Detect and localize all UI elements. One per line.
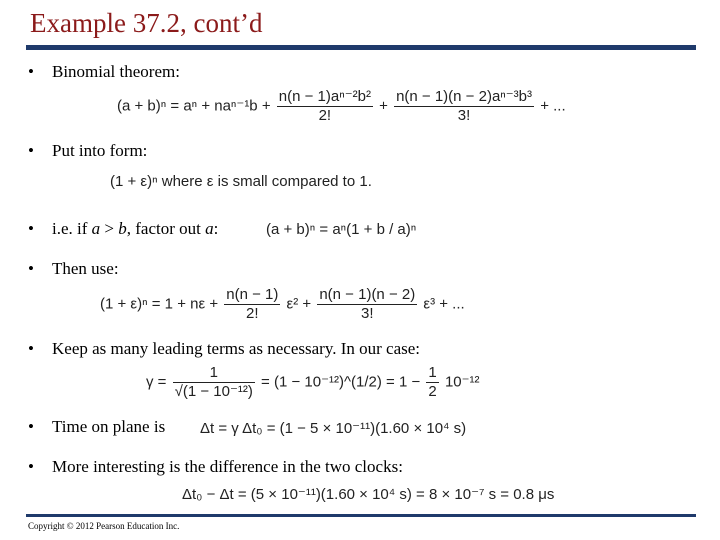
bullet-text: Binomial theorem: [52, 62, 180, 81]
fraction-denominator: 2! [246, 305, 259, 322]
equation-fraction [394, 88, 534, 125]
fraction-numerator: n(n − 1)aⁿ⁻²b² [278, 88, 371, 105]
equation-difference: Δt₀ − Δt = (5 × 10⁻¹¹)(1.60 × 10⁴ s) = 8 × 10⁻⁷ s = 0.8 μs [182, 486, 555, 503]
equation-term: 10⁻¹² [444, 373, 480, 391]
title-divider [26, 45, 696, 50]
bullet-text: Then use: [52, 259, 119, 278]
bullet-icon: • [28, 259, 34, 278]
equation-fraction [277, 88, 373, 125]
bullet-text [52, 219, 218, 239]
fraction-numerator: 1 [428, 364, 437, 381]
slide-title: Example 37.2, cont’d [30, 8, 263, 38]
fraction-denominator: √(1 − 10⁻¹²) [174, 383, 253, 400]
equation-term: (a + b)ⁿ = aⁿ + naⁿ⁻¹b + [117, 97, 271, 115]
equation-term: = (1 − 10⁻¹²)^(1/2) = 1 − [261, 373, 421, 391]
text-run: a [91, 219, 101, 238]
footer-divider [26, 514, 696, 517]
text-run: : [213, 219, 219, 238]
equation-fraction [317, 286, 417, 323]
text-run: , factor out [126, 219, 206, 238]
text-run: b [118, 219, 127, 238]
equation-fraction [426, 364, 438, 401]
fraction-denominator: 3! [361, 305, 374, 322]
text-run: > [100, 219, 119, 238]
equation-gamma [146, 364, 480, 401]
fraction-denominator: 2! [318, 107, 332, 124]
bullet-icon: • [28, 417, 34, 436]
equation-term: γ = [146, 373, 167, 391]
equation-expansion [100, 286, 465, 323]
equation-fraction [173, 364, 255, 401]
fraction-numerator: n(n − 1) [226, 286, 279, 303]
fraction-numerator: n(n − 1)(n − 2) [319, 286, 416, 303]
bullet-icon: • [28, 219, 34, 238]
bullet-icon: • [28, 141, 34, 160]
bullet-icon: • [28, 457, 34, 476]
equation-fraction [224, 286, 280, 323]
fraction-numerator: n(n − 1)(n − 2)aⁿ⁻³b³ [396, 88, 533, 105]
fraction-numerator: 1 [173, 364, 255, 383]
equation-term: + ... [540, 97, 566, 115]
equation-time: Δt = γ Δt₀ = (1 − 5 × 10⁻¹¹)(1.60 × 10⁴ s) [200, 420, 467, 437]
equation-form: (1 + ε)ⁿ where ε is small compared to 1. [110, 173, 372, 190]
bullet-text: Time on plane is [52, 417, 166, 436]
equation-term: ε² + [286, 295, 312, 313]
bullet-text: Put into form: [52, 141, 148, 160]
equation-binomial [117, 88, 566, 125]
bullet-icon: • [28, 62, 34, 81]
bullet-icon: • [28, 339, 34, 358]
bullet-text: Keep as many leading terms as necessary. In our case: [52, 339, 421, 358]
fraction-denominator: 3! [457, 107, 471, 124]
equation-term: + [379, 97, 388, 115]
text-run: a [205, 219, 214, 238]
copyright-notice: Copyright © 2012 Pearson Education Inc. [28, 521, 180, 531]
text-run: i.e. if [52, 219, 92, 238]
bullet-text: More interesting is the difference in the two clocks: [52, 457, 403, 476]
fraction-denominator: 2 [428, 383, 437, 400]
equation-term: (1 + ε)ⁿ = 1 + nε + [100, 295, 219, 313]
equation-term: ε³ + ... [423, 295, 465, 313]
equation-factor: (a + b)ⁿ = aⁿ(1 + b / a)ⁿ [266, 221, 417, 238]
